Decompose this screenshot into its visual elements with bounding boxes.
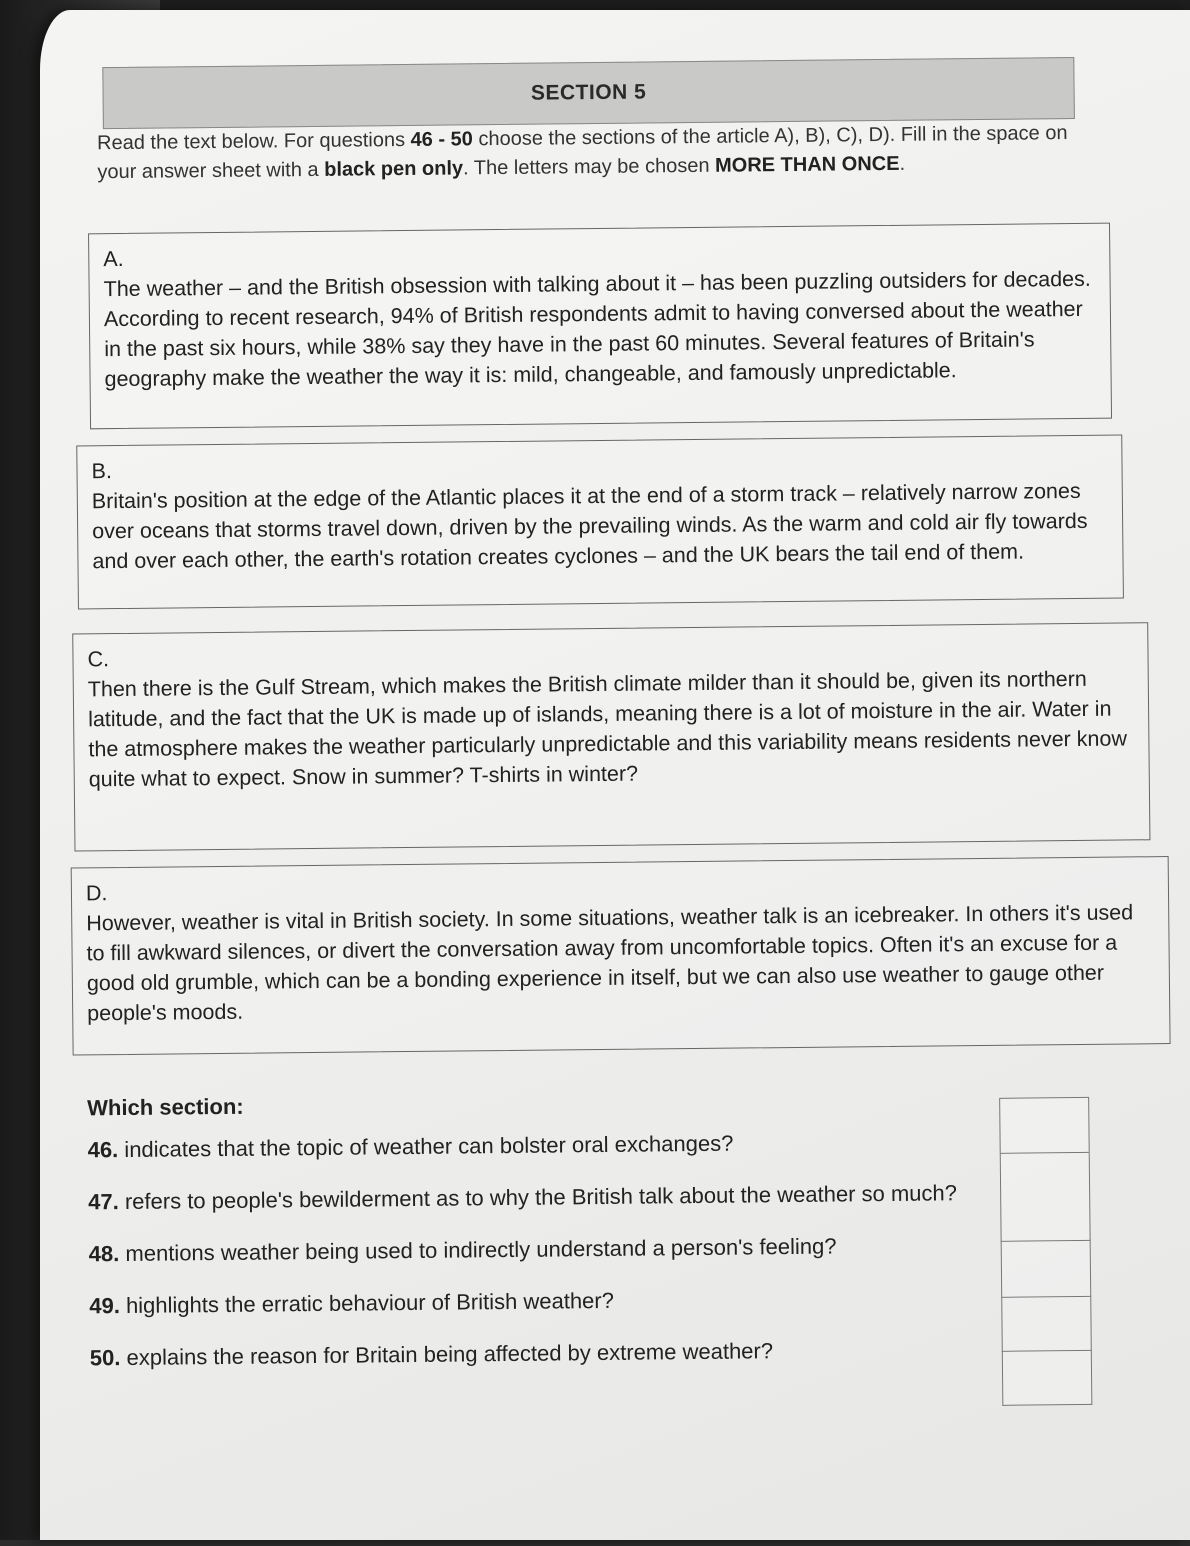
instructions-part4: . (899, 152, 906, 175)
question-number: 50. (89, 1345, 121, 1371)
question-47 (88, 1178, 978, 1217)
section-letter-a: A. (103, 246, 124, 272)
instructions-part1: Read the text below. For questions (96, 128, 411, 155)
answer-box-47[interactable] (1000, 1153, 1091, 1242)
section-text-d: However, weather is vital in British society. In some situations, weather talk is an icebreaker. In others it's used to fill awkward silences, or divert the conversation away from uncomfortable topics. Often it's an excuse for a good old grumble, which can be a bonding experience in itself, but we can also use weather to gauge other people's moods. (86, 900, 1134, 1026)
section-letter-b: B. (91, 459, 112, 484)
instructions-pen: black pen only (324, 157, 464, 181)
question-text: explains the reason for Britain being affected by extreme weather? (126, 1338, 774, 1370)
section-box-b (76, 435, 1124, 610)
question-49 (89, 1282, 989, 1321)
section-box-a (88, 223, 1112, 430)
section-box-c (72, 622, 1150, 851)
instructions-part2: choose the sections of the article A), B), C), D). Fill in the space on your answer sheet with a (97, 122, 1068, 184)
section-letter-d: D. (85, 881, 108, 906)
instructions-part3: . The letters may be chosen (462, 154, 716, 180)
section-text-b: Britain's position at the edge of the Atlantic places it at the end of a storm track – relatively narrow zones over oceans that storms travel down, driven by the prevailing winds. As the warm and cold air fly towards and over each other, the earth's rotation creates cyclones – and the UK bears the tail end of them. (91, 478, 1088, 574)
question-text: refers to people's bewilderment as to why the British talk about the weather so much? (124, 1180, 958, 1214)
section-box-d (71, 856, 1171, 1055)
questions-heading: Which section: (87, 1093, 244, 1121)
question-48 (89, 1230, 989, 1269)
question-50 (90, 1334, 990, 1373)
question-46 (87, 1126, 987, 1165)
section-letter-c: C. (87, 647, 110, 672)
question-text: indicates that the topic of weather can bolster oral exchanges? (124, 1130, 734, 1162)
question-number: 48. (88, 1241, 120, 1267)
section-text-c: Then there is the Gulf Stream, which makes the British climate milder than it should be, given its northern latitude, and the fact that the UK is made up of islands, meaning there is a lot of moisture in the air. Water in the atmosphere makes the weather particularly unpredictable and this variability means residents never know quite what to expect. Snow in summer? T-shirts in winter? (87, 666, 1128, 792)
answer-box-48[interactable] (1001, 1241, 1092, 1298)
section-title-text: SECTION 5 (530, 80, 647, 105)
answer-box-46[interactable] (999, 1097, 1090, 1154)
questions-list (87, 1086, 990, 1395)
question-text: mentions weather being used to indirectly understand a person's feeling? (125, 1233, 837, 1266)
question-text: highlights the erratic behaviour of British weather? (125, 1287, 615, 1318)
answer-boxes (999, 1097, 1094, 1406)
question-number: 49. (89, 1293, 120, 1319)
answer-box-50[interactable] (1002, 1351, 1093, 1406)
instructions-range: 46 - 50 (410, 128, 473, 151)
instructions (97, 119, 1088, 187)
instructions-emph: MORE THAN ONCE (714, 152, 900, 177)
section-text-a: The weather – and the British obsession with talking about it – has been puzzling outsiders for decades. According to recent research, 94% of British respondents admit to having conversed about the weather in the past six hours, while 38% say they have in the past 60 minutes. Several features of Britain's geography make the weather the way it is: mild, changeable, and famously unpredictable. (103, 266, 1091, 392)
section-title (102, 57, 1075, 129)
question-number: 46. (87, 1137, 119, 1163)
answer-box-49[interactable] (1001, 1297, 1092, 1352)
question-number: 47. (88, 1189, 119, 1215)
